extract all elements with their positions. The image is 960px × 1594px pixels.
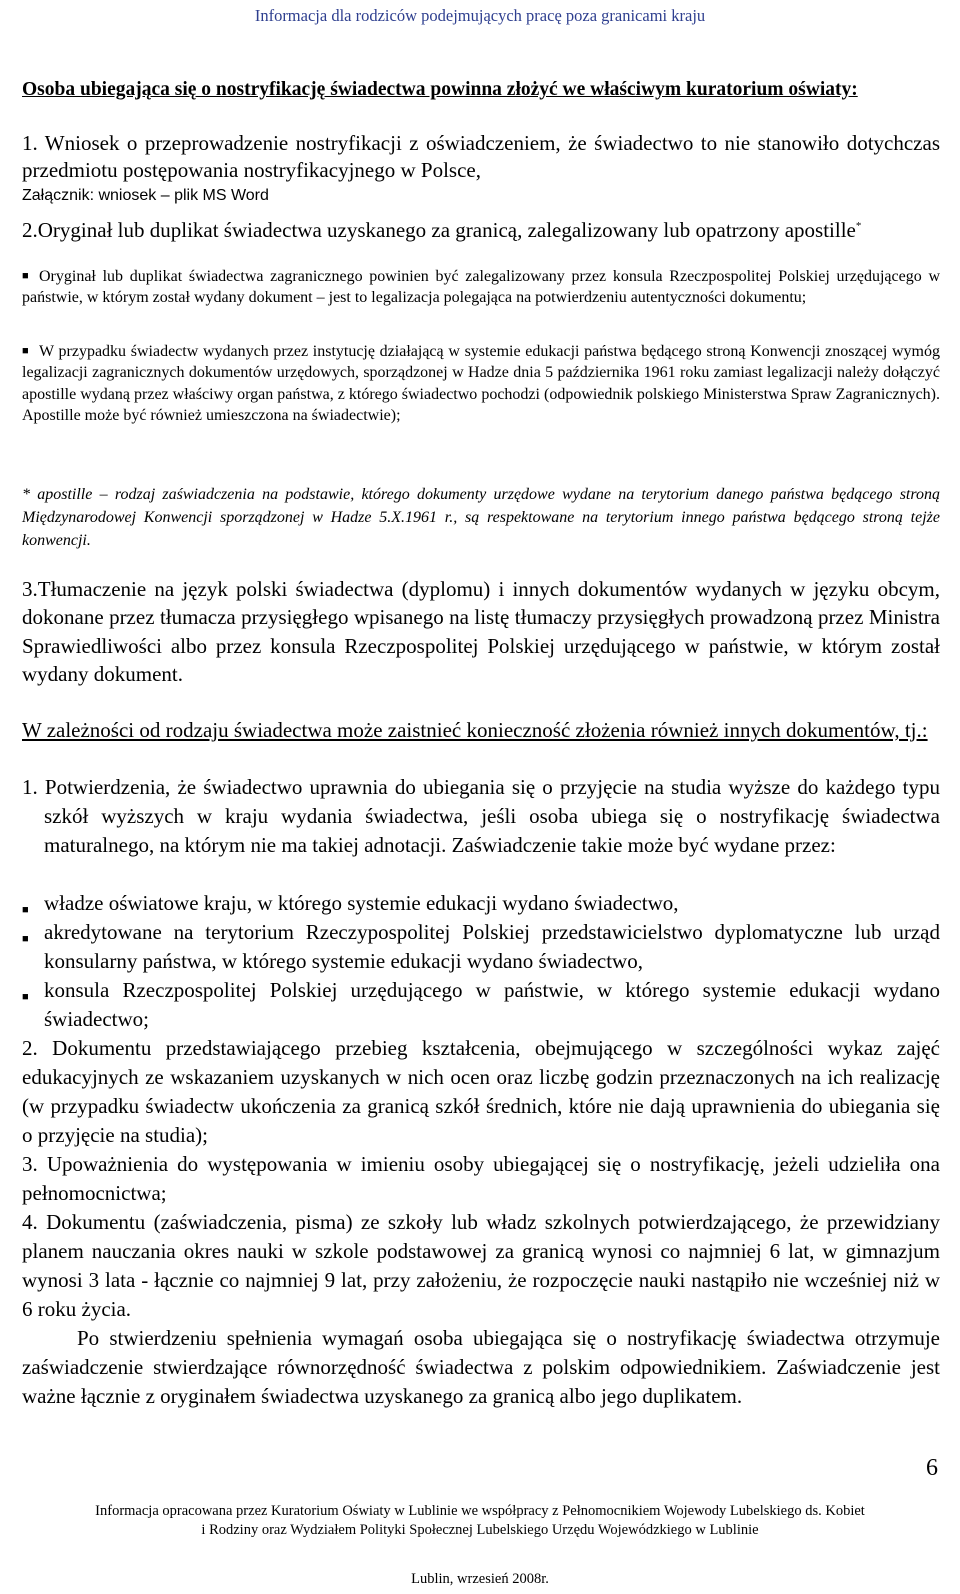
footer-date: Lublin, wrzesień 2008r. [411, 1571, 549, 1587]
running-header: Informacja dla rodziców podejmujących pracę poza granicami kraju [254, 6, 706, 25]
section1-item2 [22, 212, 940, 244]
section2-bullet-1 [22, 889, 940, 918]
footnote-marker: * [855, 220, 862, 232]
section2-item1 [22, 773, 940, 860]
section2-item1-text: 1. Potwierdzenia, że świadectwo uprawnia do ubiegania się o przyjęcie na studia wyższe do każdego typu szkół wyższych w kraju wydania świadectwa, jeśli osoba ubiega się o nostryfikację świadectwa maturalnego, na którym nie ma takiej adnotacji. Zaświadczenie takie może być wydane przez: [22, 775, 940, 857]
bullet-icon: ■ [22, 933, 29, 945]
section1-item2-text: 2.Oryginał lub duplikat świadectwa uzyskanego za granicą, zalegalizowany lub opatrzony apostille [22, 218, 856, 242]
section2-item4: 4. Dokumentu (zaświadczenia, pisma) ze szkoły lub władz szkolnych potwierdzającego, że przewidziany planem nauczania okres nauki w szkole podstawowej za granicą wynosi co najmniej 6 lat, w gimnazjum wynosi 3 lata - łącznie co najmniej 9 lat, przy założeniu, że rozpoczęcie nauki nastąpiło nie wcześniej niż w 6 roku życia. [22, 1210, 940, 1321]
section1-title: Osoba ubiegająca się o nostryfikację świadectwa powinna złożyć we właściwym kuratorium oświaty: [22, 79, 858, 100]
page-number: 6 [926, 1455, 938, 1481]
section2-item3: 3. Upoważnienia do występowania w imieniu osoby ubiegającej się o nostryfikację, jeżeli udzieliła ona pełnomocnictwa; [22, 1152, 940, 1205]
bullet-text: W przypadku świadectw wydanych przez instytucję działającą w systemie edukacji państwa będącego stroną Konwencji znoszącej wymóg legalizacji zagranicznych dokumentów urzędowych, sporządzonej w Hadze dnia 5 października 1961 roku zamiast legalizacji należy dołączyć apostille wydaną przez właściwy organ państwa, z którego świadectwo pochodzi (odpowiednik polskiego Ministerstwa Spraw Zagranicznych). Apostille może być również umieszczona na świadectwie); [22, 343, 940, 424]
section2-title: W zależności od rodzaju świadectwa może zaistnieć konieczność złożenia również innych dokumentów, tj.: [22, 718, 928, 742]
footer-line-2: i Rodziny oraz Wydziałem Polityki Społecznej Lubelskiego Urzędu Wojewódzkiego w Lublinie [201, 1522, 759, 1538]
bullet-icon: ■ [22, 345, 29, 357]
section2-bullet-2 [22, 918, 940, 976]
section1-item1: 1. Wniosek o przeprowadzenie nostryfikacji z oświadczeniem, że świadectwo to nie stanowiło dotychczas przedmiotu postępowania nostryfikacyjnego w Polsce, [22, 131, 940, 182]
bullet-icon: ■ [22, 991, 29, 1003]
bullet-text: władze oświatowe kraju, w którego systemie edukacji wydano świadectwo, [44, 891, 679, 915]
section2-item2: 2. Dokumentu przedstawiającego przebieg kształcenia, obejmującego w szczególności wykaz zajęć edukacyjnych ze wskazaniem uzyskanych w nich ocen oraz liczbę godzin przeznaczonych na ich realizację (w przypadku świadectw ukończenia za granicą szkół średnich, które nie dają uprawnienia do ubiegania się o przyjęcie na studia); [22, 1036, 940, 1147]
bullet-text: konsula Rzeczpospolitej Polskiej urzędującego w państwie, w którego systemie edukacji wydano świadectwo; [44, 978, 940, 1031]
section1-bullet-1 [22, 266, 940, 309]
attachment-note: Załącznik: wniosek – plik MS Word [22, 187, 269, 204]
bullet-text: Oryginał lub duplikat świadectwa zagranicznego powinien być zalegalizowany przez konsula Rzeczpospolitej Polskiej urzędującego w państwie, w którym został wydany dokument – jest to legalizacja polegająca na potwierdzeniu autentyczności dokumentu; [22, 268, 940, 307]
closing-paragraph: Po stwierdzeniu spełnienia wymagań osoba ubiegająca się o nostryfikację świadectwa otrzymuje zaświadczenie stwierdzające równorzędność świadectwa z polskim odpowiednikiem. Zaświadczenie jest ważne łącznie z oryginałem świadectwa uzyskanego za granicą albo jego duplikatem. [22, 1326, 940, 1408]
footer-line-1: Informacja opracowana przez Kuratorium Oświaty w Lublinie we współpracy z Pełnomocnikiem Wojewody Lubelskiego ds. Kobiet [95, 1503, 865, 1519]
section1-bullet-2 [22, 341, 940, 426]
bullet-icon: ■ [22, 270, 29, 282]
section2-bullet-3 [22, 976, 940, 1034]
apostille-footnote: * apostille – rodzaj zaświadczenia na podstawie, którego dokumenty urzędowe wydane na terytorium danego państwa będącego stroną Międzynarodowej Konwencji sporządzonej w Hadze 5.X.1961 r., są respektowane na terytorium innego państwa będącego stroną tejże konwencji. [22, 486, 940, 549]
bullet-text: akredytowane na terytorium Rzeczypospolitej Polskiej przedstawicielstwo dyplomatyczne lub urząd konsularny państwa, w którego systemie edukacji wydano świadectwo, [44, 920, 940, 973]
bullet-icon: ■ [22, 904, 29, 916]
section1-item3: 3.Tłumaczenie na język polski świadectwa (dyplomu) i innych dokumentów wydanych w języku obcym, dokonane przez tłumacza przysięgłego wpisanego na listę tłumaczy przysięgłych prowadzoną przez Ministra Sprawiedliwości albo przez konsula Rzeczpospolitej Polskiej urzędującego w państwie, w którym został wydany dokument. [22, 577, 940, 687]
